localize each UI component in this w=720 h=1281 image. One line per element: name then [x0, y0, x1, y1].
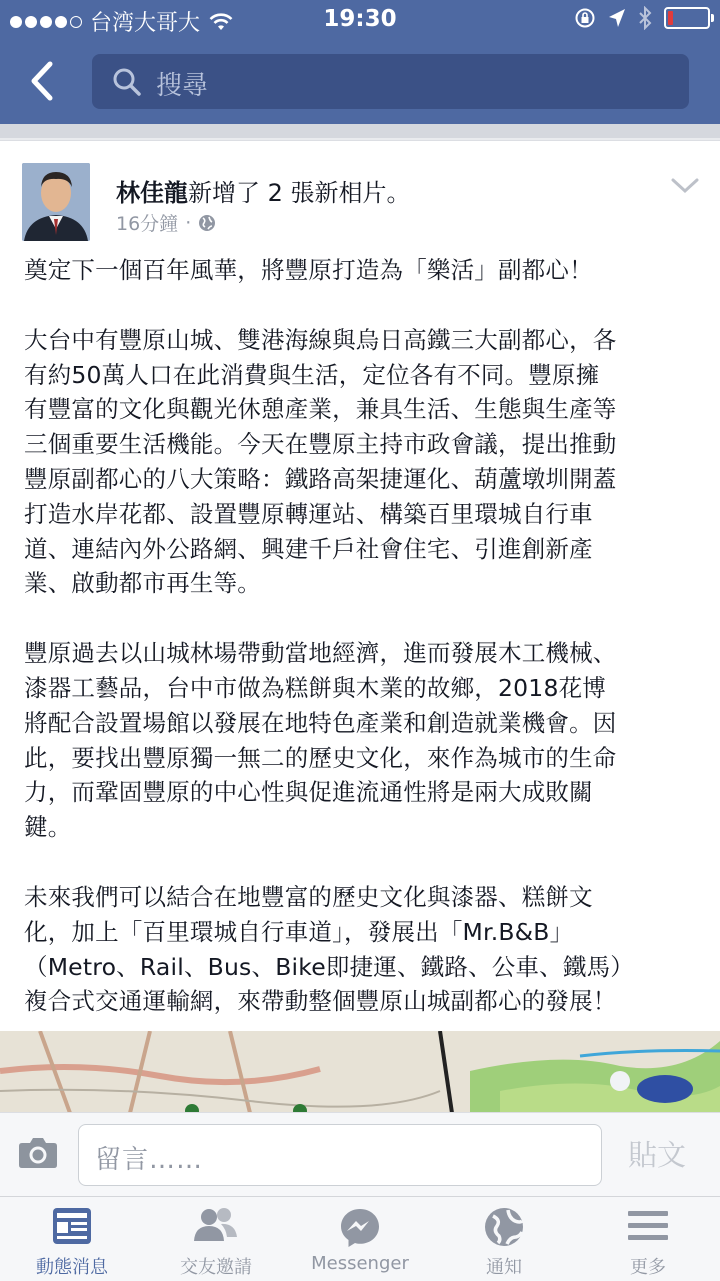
- author-avatar[interactable]: [22, 163, 90, 241]
- comment-input[interactable]: [78, 1124, 602, 1186]
- post-paragraph: 大台中有豐原山城、雙港海線與烏日高鐵三大副都心，各 有約50萬人口在此消費與生活，定位各有不同。豐原擁 有豐富的文化與觀光休憩產業，兼具生活、生態與生產等 三個重要生活機能。今天在豐原主持市政會議，提出推動 豐原副都心的八大策略：鐵路高架捷運化、葫蘆墩圳開蓋 打造水岸花都、設置豐原轉運站、構築百里環城自行車 道、連結內外公路網、興建千戶社會住宅、引進創新產 業、啟動都市再生等。: [24, 325, 617, 598]
- wifi-icon: [208, 12, 234, 32]
- clock: 19:30: [323, 6, 397, 32]
- post-comment-button[interactable]: 貼文: [628, 1138, 687, 1172]
- top-header: [0, 0, 720, 124]
- carrier-info: [10, 6, 234, 37]
- meta-separator: ·: [185, 211, 192, 234]
- post-options-chevron-icon[interactable]: [670, 177, 700, 195]
- tab-label: 交友邀請: [180, 1257, 252, 1278]
- post-action: 新增了 2 張新相片。: [188, 179, 411, 207]
- globe-notifications-icon: [484, 1207, 524, 1247]
- tab-label: 動態消息: [36, 1257, 108, 1278]
- tab-news-feed[interactable]: [0, 1197, 144, 1281]
- status-icons: [574, 6, 710, 30]
- bluetooth-icon: [638, 6, 652, 30]
- post-timestamp[interactable]: 16分鐘: [116, 213, 179, 235]
- carrier-name: 台湾大哥大: [90, 11, 201, 36]
- news-feed-icon: [52, 1207, 92, 1245]
- tab-messenger[interactable]: [288, 1197, 432, 1281]
- post-headline: [116, 173, 411, 208]
- signal-icon: [10, 16, 82, 28]
- tab-notifications[interactable]: [432, 1197, 576, 1281]
- rotation-lock-icon: [574, 7, 596, 29]
- tab-bar: [0, 1196, 720, 1281]
- back-arrow-icon[interactable]: [24, 58, 64, 104]
- post-paragraph: 豐原過去以山城林場帶動當地經濟，進而發展木工機械、 漆器工藝品，台中市做為糕餅與木業的故鄉，2018花博 將配合設置場館以發展在地特色產業和創造就業機會。因 此，要找出豐原獨一無二的歷史文化，來作為城市的生命 力，而鞏固豐原的中心性與促進流通性將是兩大成敗關 鍵。: [24, 639, 617, 842]
- tab-friend-requests[interactable]: [144, 1197, 288, 1281]
- tab-label: Messenger: [311, 1253, 409, 1274]
- comment-composer: [0, 1112, 720, 1197]
- comment-placeholder: 留言……: [95, 1145, 204, 1175]
- tab-more[interactable]: [576, 1197, 720, 1281]
- battery-icon: [664, 7, 710, 29]
- post-paragraph: 未來我們可以結合在地豐富的歷史文化與漆器、糕餅文 化，加上「百里環城自行車道」，發展出「Mr.B&B」 （Metro、Rail、Bus、Bike即捷運、鐵路、公車、鐵馬） 複合式交通運輸網，來帶動整個豐原山城副都心的發展！: [24, 882, 634, 1016]
- header-divider: [0, 124, 720, 138]
- friend-requests-icon: [191, 1207, 241, 1245]
- post-meta: [116, 209, 216, 236]
- search-icon: [112, 67, 142, 97]
- search-placeholder: 搜尋: [156, 71, 209, 101]
- public-globe-icon: [198, 214, 216, 232]
- status-bar: [0, 0, 720, 40]
- post-photo[interactable]: [0, 1031, 720, 1113]
- author-name[interactable]: 林佳龍: [116, 179, 188, 207]
- tab-label: 通知: [486, 1257, 522, 1278]
- camera-icon[interactable]: [18, 1135, 58, 1169]
- post-body: [24, 253, 700, 1054]
- post-paragraph: 奠定下一個百年風華，將豐原打造為「樂活」副都心！: [24, 256, 593, 284]
- location-arrow-icon: [608, 8, 626, 28]
- tab-label: 更多: [630, 1257, 666, 1278]
- messenger-icon: [339, 1207, 381, 1249]
- menu-icon: [628, 1207, 668, 1243]
- feed-post: [0, 140, 720, 1113]
- search-bar[interactable]: [92, 54, 689, 109]
